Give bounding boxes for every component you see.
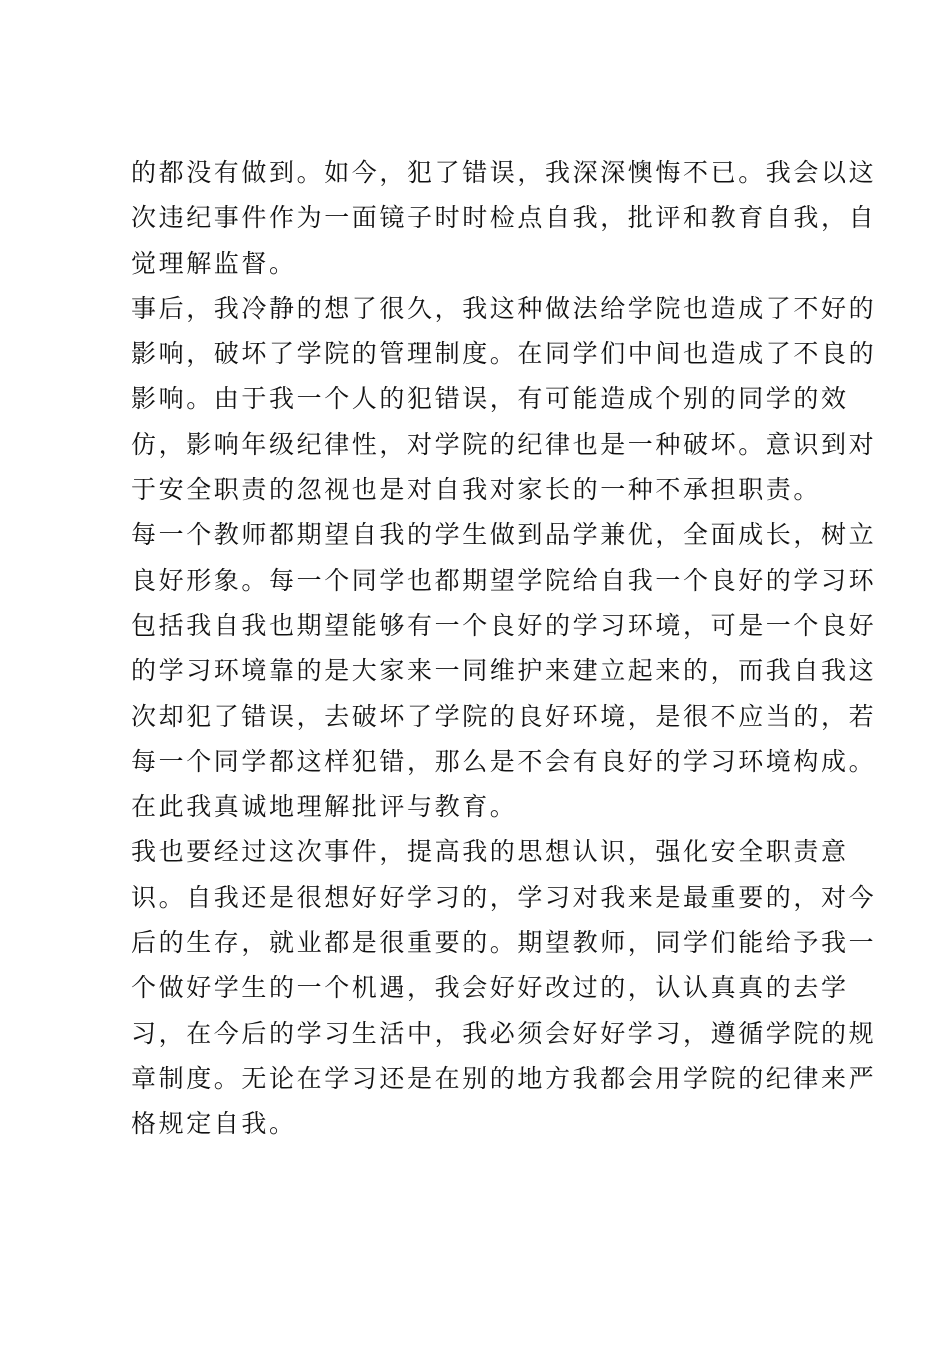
text-line: 格规定自我。: [131, 1109, 297, 1139]
text-line: 的学习环境靠的是大家来一同维护来建立起来的，而我自我这: [131, 656, 877, 686]
text-line: 影响，破坏了学院的管理制度。在同学们中间也造成了不良的: [131, 339, 877, 369]
text-line: 章制度。无论在学习还是在别的地方我都会用学院的纪律来严: [131, 1063, 877, 1093]
text-line: 习，在今后的学习生活中，我必须会好好学习，遵循学院的规: [131, 1018, 877, 1048]
text-line: 每一个同学都这样犯错，那么是不会有良好的学习环境构成。: [131, 746, 877, 776]
text-line: 后的生存，就业都是很重要的。期望教师，同学们能给予我一: [131, 928, 877, 958]
text-line: 每一个教师都期望自我的学生做到品学兼优，全面成长，树立: [131, 520, 877, 550]
text-line: 事后，我冷静的想了很久，我这种做法给学院也造成了不好的: [131, 293, 877, 323]
text-line: 识。自我还是很想好好学习的，学习对我来是最重要的，对今: [131, 882, 877, 912]
text-line: 次却犯了错误，去破坏了学院的良好环境，是很不应当的，若: [131, 701, 877, 731]
body-text: [131, 150, 877, 1147]
text-line: 影响。由于我一个人的犯错误，有可能造成个别的同学的效: [131, 384, 849, 414]
text-line: 次违纪事件作为一面镜子时时检点自我，批评和教育自我，自: [131, 203, 877, 233]
text-line: 我也要经过这次事件，提高我的思想认识，强化安全职责意: [131, 837, 849, 867]
text-line: 仿，影响年级纪律性，对学院的纪律也是一种破坏。意识到对: [131, 429, 877, 459]
text-line: 包括我自我也期望能够有一个良好的学习环境，可是一个良好: [131, 610, 877, 640]
text-line: 的都没有做到。如今，犯了错误，我深深懊悔不已。我会以这: [131, 158, 877, 187]
text-line: 个做好学生的一个机遇，我会好好改过的，认认真真的去学: [131, 973, 849, 1003]
text-line: 良好形象。每一个同学也都期望学院给自我一个良好的学习环: [131, 565, 877, 595]
text-line: 于安全职责的忽视也是对自我对家长的一种不承担职责。: [131, 475, 822, 505]
text-line: 觉理解监督。: [131, 248, 297, 278]
text-line: 在此我真诚地理解批评与教育。: [131, 792, 518, 822]
